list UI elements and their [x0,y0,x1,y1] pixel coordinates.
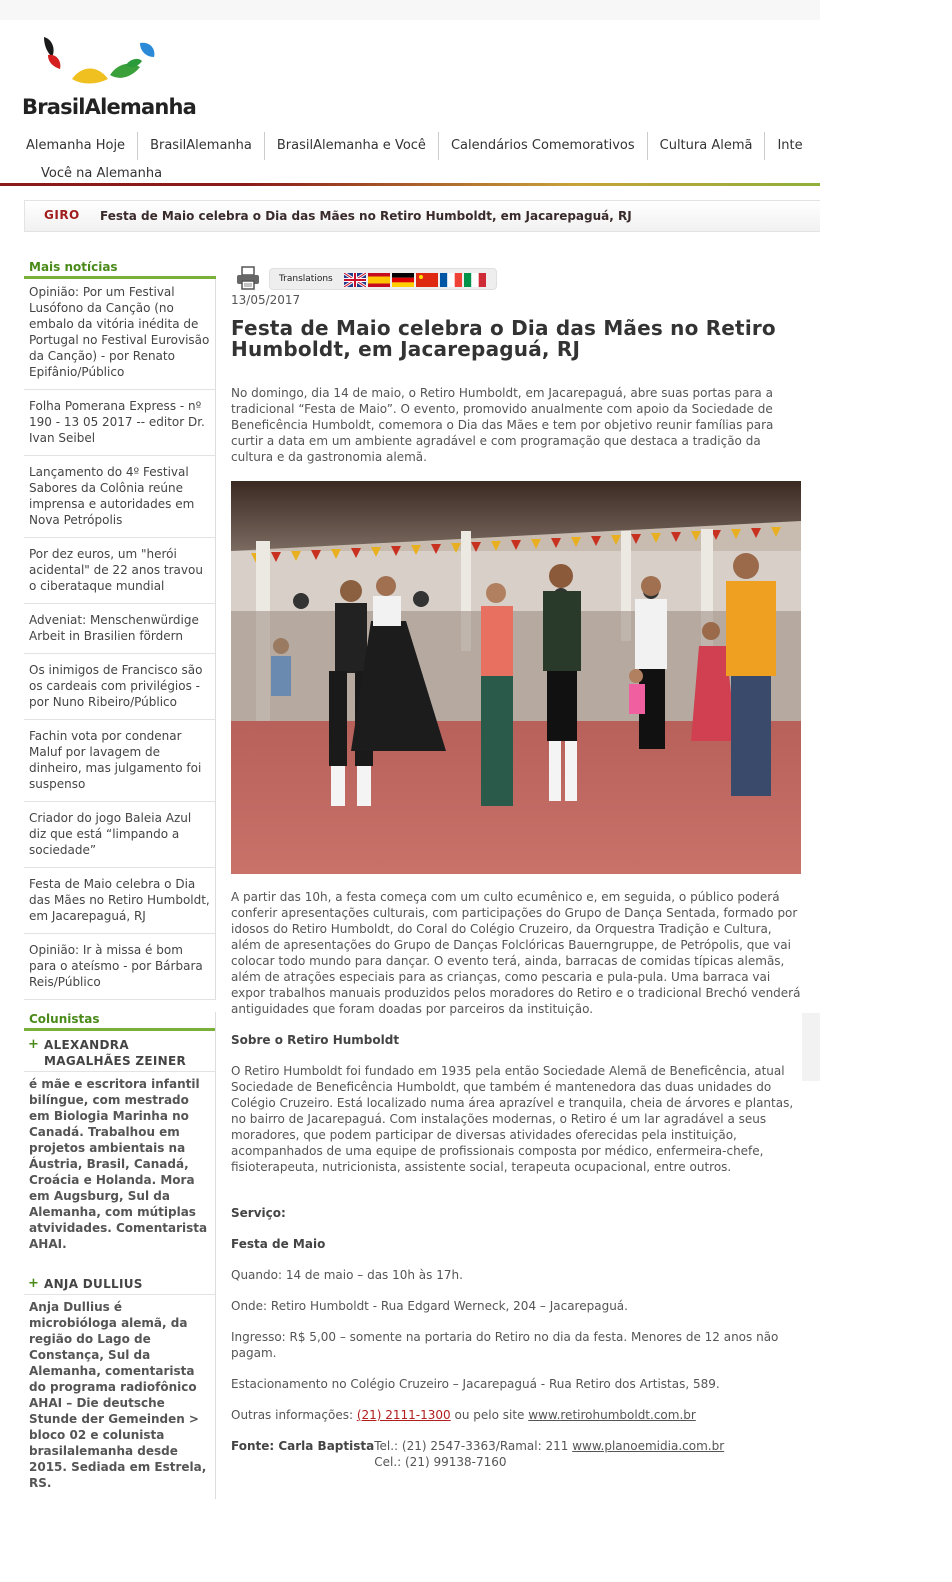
phone-link[interactable]: (21) 2111-1300 [356,1408,451,1422]
uk-flag-icon[interactable] [344,273,366,287]
flags [344,273,488,287]
article-tools [231,266,801,292]
columnists-section [24,1012,216,1499]
event-when: Quando: 14 de maio – das 10h às 17h. [231,1268,463,1282]
article-title: Festa de Maio celebra o Dia das Mães no Retiro Humboldt, em Jacarepaguá, RJ [231,316,776,361]
news-item[interactable]: Por dez euros, um "herói acidental" de 22 anos travou o ciberataque mundial [24,538,215,604]
main-nav [0,132,820,186]
nav-item-alemanha-hoje[interactable]: Alemanha Hoje [0,132,138,160]
planoemidia-link[interactable]: www.planoemidia.com.br [572,1439,725,1453]
section-heading: Sobre o Retiro Humboldt [231,1033,400,1047]
plus-icon[interactable]: + [28,1276,40,1291]
columnist-bio: é mãe e escritora infantil bilíngue, com mestrado em Biologia Marinha no Canadá. Trabalhou em projetos ambientais na Áustria, Brasil, Canadá, Croácia e Holanda. Mora em Augsburg, Sul da Alemanha, com mútiplas atvividades. Comentarista AHAI. [29,1077,208,1251]
france-flag-icon[interactable] [440,273,462,287]
translations-bar [269,268,497,290]
event-where: Onde: Retiro Humboldt - Rua Edgard Werneck, 204 – Jacarepaguá. [231,1299,628,1313]
nav-item-inte[interactable]: Inte [777,138,803,153]
giro-headline-link[interactable]: Festa de Maio celebra o Dia das Mães no Retiro Humboldt, em Jacarepaguá, RJ [100,209,632,223]
sidebar [24,260,216,1499]
article-body-1: A partir das 10h, a festa começa com um culto ecumênico e, em seguida, o público poderá conferir apresentações culturais, com participações do Grupo de Dança Sentada, formado por idosos do Retiro Humboldt, do Coral do Colégio Cruzeiro, da Orquestra Tradição e Cultura, além de apresentações do Grupo de Danças Folclóricas Bauerngruppe, de Petrópolis, que vai colocar todo mundo para dançar. O evento terá, ainda, barracas de comidas típicas alemãs, além de atrações especiais para as crianças, como pescaria e pula-pula. Uma barraca vai expor trabalhos manuais produzidos pelos moradores do Retiro e o tradicional Brechó venderá antiguidades que foram doadas por parceiros da instituição. [231,890,801,1016]
article [231,266,801,1470]
folk-dance-photo [231,481,801,874]
printer-icon[interactable] [235,266,261,290]
logo-birds-icon [22,35,192,95]
more-info-prefix: Outras informações: [231,1408,357,1422]
event-ticket: Ingresso: R$ 5,00 – somente na portaria do Retiro no dia da festa. Menores de 12 anos não pagam. [231,1330,779,1360]
top-strip [0,0,820,20]
columnist-name-text: ALEXANDRA MAGALHÃES ZEINER [44,1038,187,1068]
source-label: Fonte: Carla Baptista [231,1439,375,1453]
nav-item-calendarios[interactable]: Calendários Comemorativos [439,132,648,160]
logo-text: BrasilAlemanha [22,95,197,119]
news-item[interactable]: Os inimigos de Francisco são os cardeais com privilégios - por Nuno Ribeiro/Público [24,654,215,720]
nav-row [0,132,815,160]
nav-divider [0,183,820,186]
translations-label: Translations [279,274,333,284]
page [0,20,820,1582]
site-logo[interactable] [22,35,197,125]
news-item[interactable]: Opinião: Ir à missa é bom para o ateísmo - por Bárbara Reis/Público [24,934,215,1000]
side-widget-tab[interactable] [802,1013,820,1081]
source-credit [231,1438,801,1470]
article-body-2: O Retiro Humboldt foi fundado em 1935 pela então Sociedade Alemã de Beneficência, atual Sociedade de Beneficência Humboldt, que também é mantenedora das duas unidades do Colégio Cruzeiro. Está localizado numa área aprazível e tranquila, cheia de árvores e plantas, no bairro de Jacarepaguá. Com instalações modernas, o Retiro é um lar agradável a seus moradores, que podem participar de diversas atividades oferecidas pela instituição, acompanhados de uma equipe de profissionais composta por médico, enfermeira-chefe, fisioterapeuta, nutricionista, assistente social, terapeuta ocupacional, entre outros. [231,1064,794,1174]
news-item[interactable]: Adveniat: Menschenwürdige Arbeit in Brasilien fördern [24,604,215,654]
article-lead: No domingo, dia 14 de maio, o Retiro Humboldt, em Jacarepaguá, abre suas portas para a tradicional “Festa de Maio”. O evento, promovido anualmente com apoio da Sociedade de Beneficência Humboldt, comemora o Dia das Mães e tem por objetivo reunir famílias para curtir a data em um ambiente agradável e com programação que destaca a tradição da cultura e da gastronomia alemã. [231,386,774,464]
event-parking: Estacionamento no Colégio Cruzeiro – Jacarepaguá - Rua Retiro dos Artistas, 589. [231,1377,720,1391]
news-item[interactable]: Lançamento do 4º Festival Sabores da Colônia reúne imprensa e autoridades em Nova Petrópolis [24,456,215,538]
columnist-bio: Anja Dullius é microbióloga alemã, da região do Lago de Constança, Sul da Alemanha, comentarista do programa radiofônico AHAI – Die deutsche Stunde der Gemeinden > bloco 02 e colunista brasilalemanha desde 2015. Sediada em Estrela, RS. [29,1300,207,1490]
news-item[interactable]: Festa de Maio celebra o Dia das Mães no Retiro Humboldt, em Jacarepaguá, RJ [24,868,215,934]
giro-label: GIRO [44,208,80,222]
giro-ticker [24,200,820,232]
germany-flag-icon[interactable] [392,273,414,287]
plus-icon[interactable]: + [28,1037,40,1052]
retiro-site-link[interactable]: www.retirohumboldt.com.br [528,1408,696,1422]
spain-flag-icon[interactable] [368,273,390,287]
columnists-title: Colunistas [24,1012,215,1031]
news-list [24,279,216,1000]
news-item[interactable]: Criador do jogo Baleia Azul diz que está “limpando a sociedade” [24,802,215,868]
event-name: Festa de Maio [231,1237,326,1251]
italy-flag-icon[interactable] [464,273,486,287]
nav-item-cultura-alema[interactable]: Cultura Alemã [648,132,766,160]
source-tel: Tel.: (21) 2547-3363/Ramal: 211 [374,1439,573,1453]
news-item[interactable]: Fachin vota por condenar Maluf por lavagem de dinheiro, mas julgamento foi suspenso [24,720,215,802]
source-cel: Cel.: (21) 99138-7160 [374,1455,507,1469]
columnist-name-text: ANJA DULLIUS [44,1277,143,1291]
more-info [231,1407,801,1423]
columnist-name[interactable] [24,1270,215,1295]
nav-item-voce-na-alemanha[interactable]: Você na Alemanha [41,166,163,181]
columnist-name[interactable] [24,1031,215,1072]
article-date: 13/05/2017 [231,293,301,307]
news-item[interactable]: Folha Pomerana Express - nº 190 - 13 05 2017 -- editor Dr. Ivan Seibel [24,390,215,456]
service-heading: Serviço: [231,1206,286,1220]
source-contact [374,1438,724,1470]
more-info-mid: ou pelo site [450,1408,529,1422]
news-item[interactable]: Opinião: Por um Festival Lusófono da Canção (no embalo da vitória inédita de Portugal no Festival Eurovisão da Canção) - por Renato Epifânio/Público [24,279,215,390]
nav-item-brasilalemanha[interactable]: BrasilAlemanha [138,132,265,160]
more-news-title: Mais notícias [24,260,216,279]
nav-item-brasilalemanha-e-voce[interactable]: BrasilAlemanha e Você [265,132,439,160]
china-flag-icon[interactable] [416,273,438,287]
